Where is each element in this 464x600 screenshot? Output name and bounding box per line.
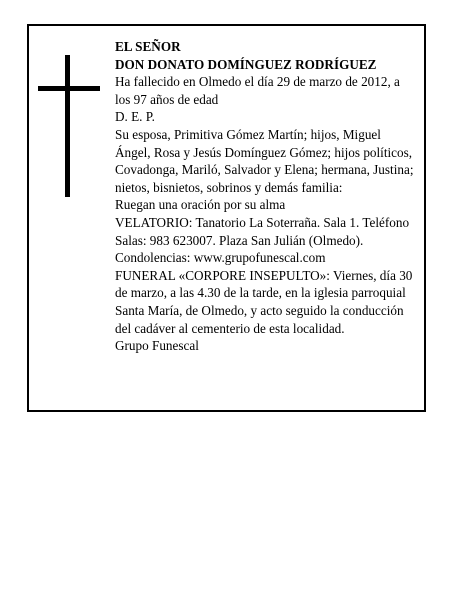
rip-line: D. E. P. xyxy=(115,109,155,125)
cross-horizontal-bar xyxy=(38,86,100,91)
latin-cross-icon xyxy=(38,55,100,197)
death-statement: Ha fallecido en Olmedo el día 29 de marzo de 2012, a los 97 años de edad xyxy=(115,74,400,107)
cross-vertical-bar xyxy=(65,55,70,197)
family-list: Su esposa, Primitiva Gómez Martín; hijos, Miguel Ángel, Rosa y Jesús Domínguez Gómez; hijos políticos, Covadonga, Mariló, Salvador y Elena; hermana, Justina; nietos, bisnietos, sobrinos y demás familia: xyxy=(115,126,414,195)
obituary-text xyxy=(115,38,415,355)
prayer-line: Ruegan una oración por su alma xyxy=(115,197,286,213)
deceased-name: DON DONATO DOMÍNGUEZ RODRÍGUEZ xyxy=(115,56,377,72)
velatorio-info: VELATORIO: Tanatorio La Soterraña. Sala 1. Teléfono Salas: 983 623007. Plaza San Julián (Olmedo). Condolencias: www.grupofunescal.com xyxy=(115,214,410,266)
funeral-info: FUNERAL «CORPORE INSEPULTO»: Viernes, día 30 de marzo, a las 4.30 de la tarde, en la iglesia parroquial Santa María, de Olmedo, y acto seguido la conducción del cadáver al cementerio de esta localidad. xyxy=(115,267,413,336)
notice-heading: EL SEÑOR xyxy=(115,39,181,54)
funeral-home-signature: Grupo Funescal xyxy=(115,338,199,354)
